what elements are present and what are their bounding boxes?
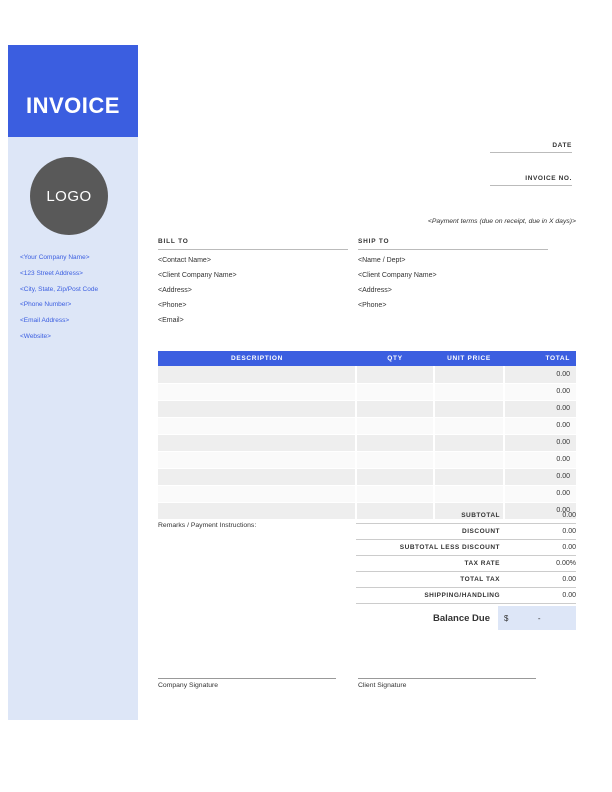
cell-total: 0.00 xyxy=(504,434,576,451)
client-signature-line[interactable] xyxy=(358,678,536,689)
ship-to-company: <Client Company Name> xyxy=(358,272,437,279)
value-discount[interactable]: 0.00 xyxy=(562,528,576,535)
company-signature-label: Company Signature xyxy=(158,682,219,689)
ship-to-address: <Address> xyxy=(358,287,392,294)
column-header-total: TOTAL xyxy=(504,351,576,366)
sidebar xyxy=(8,45,138,720)
page-title: INVOICE xyxy=(26,93,120,118)
invoice-title-band xyxy=(8,45,138,137)
cell-qty[interactable] xyxy=(356,400,434,417)
bill-to-company: <Client Company Name> xyxy=(158,272,237,279)
cell-description[interactable] xyxy=(158,366,356,383)
date-label: DATE xyxy=(552,142,572,149)
column-header-unit-price: UNIT PRICE xyxy=(434,351,504,366)
cell-description[interactable] xyxy=(158,502,356,519)
company-line-email: <Email Address> xyxy=(20,317,70,325)
ship-to-block xyxy=(358,238,548,317)
cell-unit-price[interactable] xyxy=(434,383,504,400)
cell-description[interactable] xyxy=(158,400,356,417)
cell-qty[interactable] xyxy=(356,451,434,468)
label-balance-due: Balance Due xyxy=(432,612,490,624)
totals-row-total-tax xyxy=(356,572,576,588)
table-row[interactable] xyxy=(158,451,576,468)
table-row[interactable] xyxy=(158,400,576,417)
cell-total: 0.00 xyxy=(504,502,576,519)
table-row[interactable] xyxy=(158,383,576,400)
company-line-phone: <Phone Number> xyxy=(20,301,72,309)
label-subtotal-less-discount: SUBTOTAL LESS DISCOUNT xyxy=(399,544,500,551)
column-header-qty: QTY xyxy=(356,351,434,366)
bill-to-address: <Address> xyxy=(158,287,192,294)
ship-to-heading: SHIP TO xyxy=(358,238,548,250)
bill-to-heading: BILL TO xyxy=(158,238,348,250)
cell-description[interactable] xyxy=(158,451,356,468)
line-items-table xyxy=(158,351,576,520)
totals-row-tax-rate xyxy=(356,556,576,572)
cell-qty[interactable] xyxy=(356,434,434,451)
cell-unit-price[interactable] xyxy=(434,468,504,485)
cell-qty[interactable] xyxy=(356,383,434,400)
table-row[interactable] xyxy=(158,434,576,451)
cell-unit-price[interactable] xyxy=(434,485,504,502)
cell-qty[interactable] xyxy=(356,485,434,502)
cell-total: 0.00 xyxy=(504,417,576,434)
value-total-tax: 0.00 xyxy=(562,576,576,583)
cell-description[interactable] xyxy=(158,417,356,434)
table-row[interactable] xyxy=(158,485,576,502)
company-signature-line[interactable] xyxy=(158,678,336,689)
invoice-number-field[interactable] xyxy=(490,175,572,186)
label-tax-rate: TAX RATE xyxy=(464,560,500,567)
client-signature-label: Client Signature xyxy=(358,682,407,689)
cell-qty[interactable] xyxy=(356,468,434,485)
company-line-city: <City, State, Zip/Post Code xyxy=(20,285,99,293)
cell-total: 0.00 xyxy=(504,485,576,502)
cell-total: 0.00 xyxy=(504,400,576,417)
label-shipping-handling: SHIPPING/HANDLING xyxy=(424,592,500,599)
invoice-number-label: INVOICE NO. xyxy=(525,175,572,182)
cell-unit-price[interactable] xyxy=(434,434,504,451)
table-header-row xyxy=(158,351,576,366)
bill-to-phone: <Phone> xyxy=(158,302,187,309)
label-discount: DISCOUNT xyxy=(462,528,500,535)
bill-to-email: <Email> xyxy=(158,317,184,324)
company-line-name: <Your Company Name> xyxy=(20,254,90,261)
cell-total: 0.00 xyxy=(504,451,576,468)
totals-row-shipping-handling xyxy=(356,588,576,604)
value-subtotal: 0.00 xyxy=(562,512,576,519)
date-field[interactable] xyxy=(490,142,572,153)
company-details xyxy=(20,255,140,350)
logo-label: LOGO xyxy=(46,187,92,205)
column-header-description: DESCRIPTION xyxy=(158,351,356,366)
ship-to-name: <Name / Dept> xyxy=(358,257,406,264)
table-row[interactable] xyxy=(158,417,576,434)
ship-to-lines xyxy=(358,250,548,309)
totals-row-discount xyxy=(356,524,576,540)
cell-unit-price[interactable] xyxy=(434,366,504,383)
label-subtotal: SUBTOTAL xyxy=(461,512,500,519)
totals-row-subtotal xyxy=(356,508,576,524)
totals-block xyxy=(356,508,576,630)
logo-placeholder xyxy=(30,157,108,235)
currency-symbol: $ xyxy=(504,613,509,623)
balance-due-value: - xyxy=(537,613,541,623)
company-line-website: <Website> xyxy=(20,333,51,341)
cell-total: 0.00 xyxy=(504,383,576,400)
cell-description[interactable] xyxy=(158,434,356,451)
cell-unit-price[interactable] xyxy=(434,451,504,468)
value-shipping-handling[interactable]: 0.00 xyxy=(562,592,576,599)
payment-terms-text: <Payment terms (due on receipt, due in X days)> xyxy=(427,218,576,225)
cell-qty[interactable] xyxy=(356,366,434,383)
cell-total: 0.00 xyxy=(504,366,576,383)
cell-description[interactable] xyxy=(158,485,356,502)
balance-due-row xyxy=(356,606,576,630)
bill-to-block xyxy=(158,238,348,332)
bill-to-contact: <Contact Name> xyxy=(158,257,211,264)
table-row[interactable] xyxy=(158,468,576,485)
cell-description[interactable] xyxy=(158,468,356,485)
totals-row-subtotal-less-discount xyxy=(356,540,576,556)
value-subtotal-less-discount: 0.00 xyxy=(562,544,576,551)
balance-due-amount-box xyxy=(498,606,576,630)
company-line-street: <123 Street Address> xyxy=(20,269,83,277)
cell-qty[interactable] xyxy=(356,417,434,434)
remarks-label: Remarks / Payment Instructions: xyxy=(158,522,257,529)
cell-description[interactable] xyxy=(158,383,356,400)
bill-to-lines xyxy=(158,250,348,324)
cell-unit-price[interactable] xyxy=(434,417,504,434)
label-total-tax: TOTAL TAX xyxy=(460,576,500,583)
table-row[interactable] xyxy=(158,366,576,383)
value-tax-rate[interactable]: 0.00% xyxy=(556,560,576,567)
ship-to-phone: <Phone> xyxy=(358,302,387,309)
cell-unit-price[interactable] xyxy=(434,400,504,417)
cell-total: 0.00 xyxy=(504,468,576,485)
